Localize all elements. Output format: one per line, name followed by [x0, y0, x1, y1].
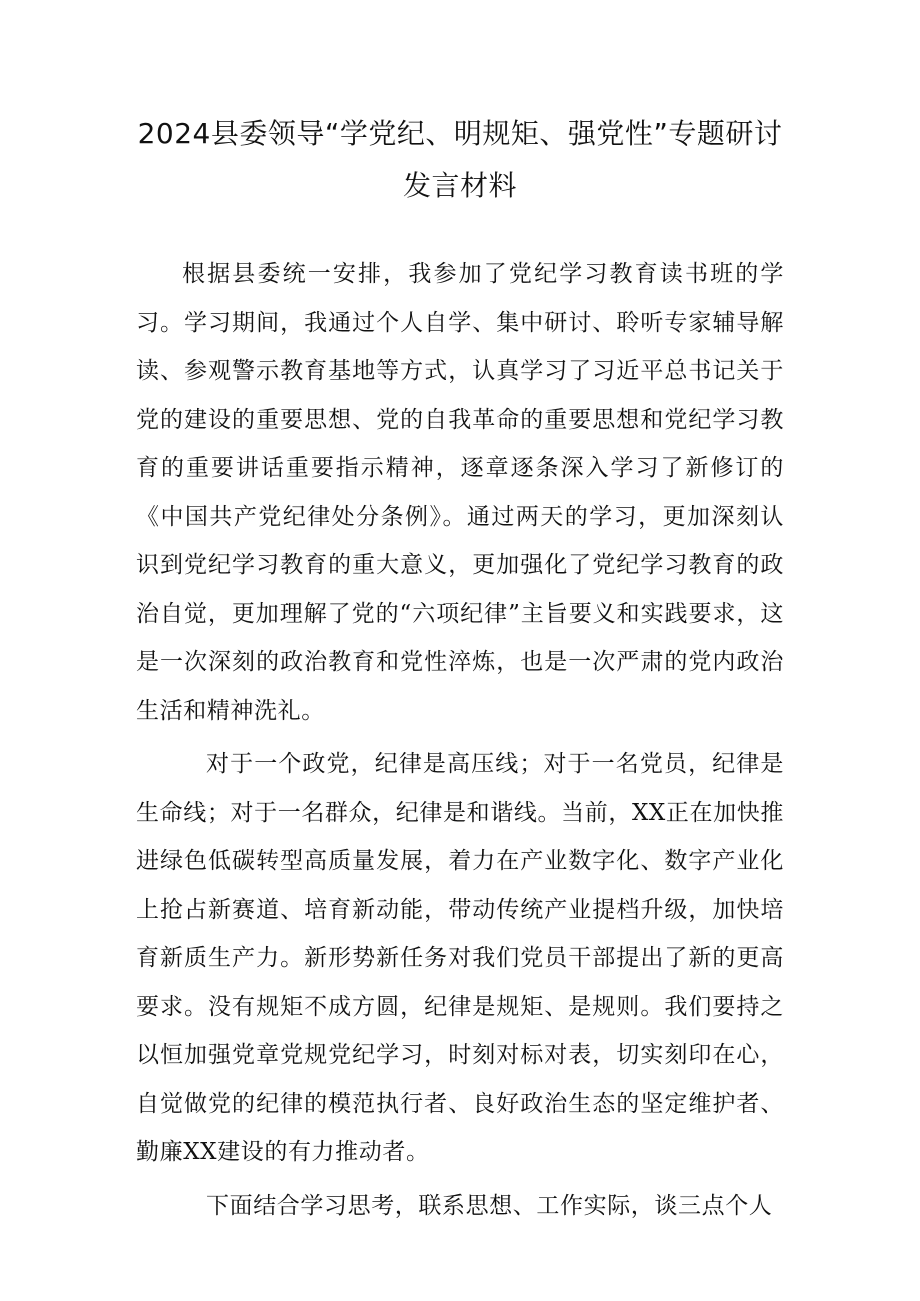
paragraph-1: 根据县委统一安排，我参加了党纪学习教育读书班的学习。学习期间，我通过个人自学、集中研讨、聆听专家辅导解读、参观警示教育基地等方式，认真学习了习近平总书记关于党的建设的重要思想、党的自我革命的重要思想和党纪学习教育的重要讲话重要指示精神，逐章逐条深入学习了新修订的《中国共产党纪律处分条例》。通过两天的学习，更加深刻认识到党纪学习教育的重大意义，更加强化了党纪学习教育的政治自觉，更加理解了党的“六项纪律”主旨要义和实践要求，这是一次深刻的政治教育和党性淬炼，也是一次严肃的党内政治生活和精神洗礼。 [136, 261, 784, 724]
paragraph-2: 对于一个政党，纪律是高压线；对于一名党员，纪律是生命线；对于一名群众，纪律是和谐线。当前，XX正在加快推进绿色低碳转型高质量发展，着力在产业数字化、数字产业化上抢占新赛道、培育新动能，带动传统产业提档升级，加快培育新质生产力。新形势新任务对我们党员干部提出了新的更高要求。没有规矩不成方圆，纪律是规矩、是规则。我们要持之以恒加强党章党规党纪学习，时刻对标对表，切实刻印在心，自觉做党的纪律的模范执行者、良好政治生态的坚定维护者、勤廉XX建设的有力推动者。 [136, 751, 784, 1165]
document-body [136, 250, 784, 1235]
paragraph-3: 下面结合学习思考，联系思想、工作实际，谈三点个人 [206, 1192, 773, 1219]
document-title: 2024县委领导“学党纪、明规矩、强党性”专题研讨发言材料 [137, 117, 783, 202]
